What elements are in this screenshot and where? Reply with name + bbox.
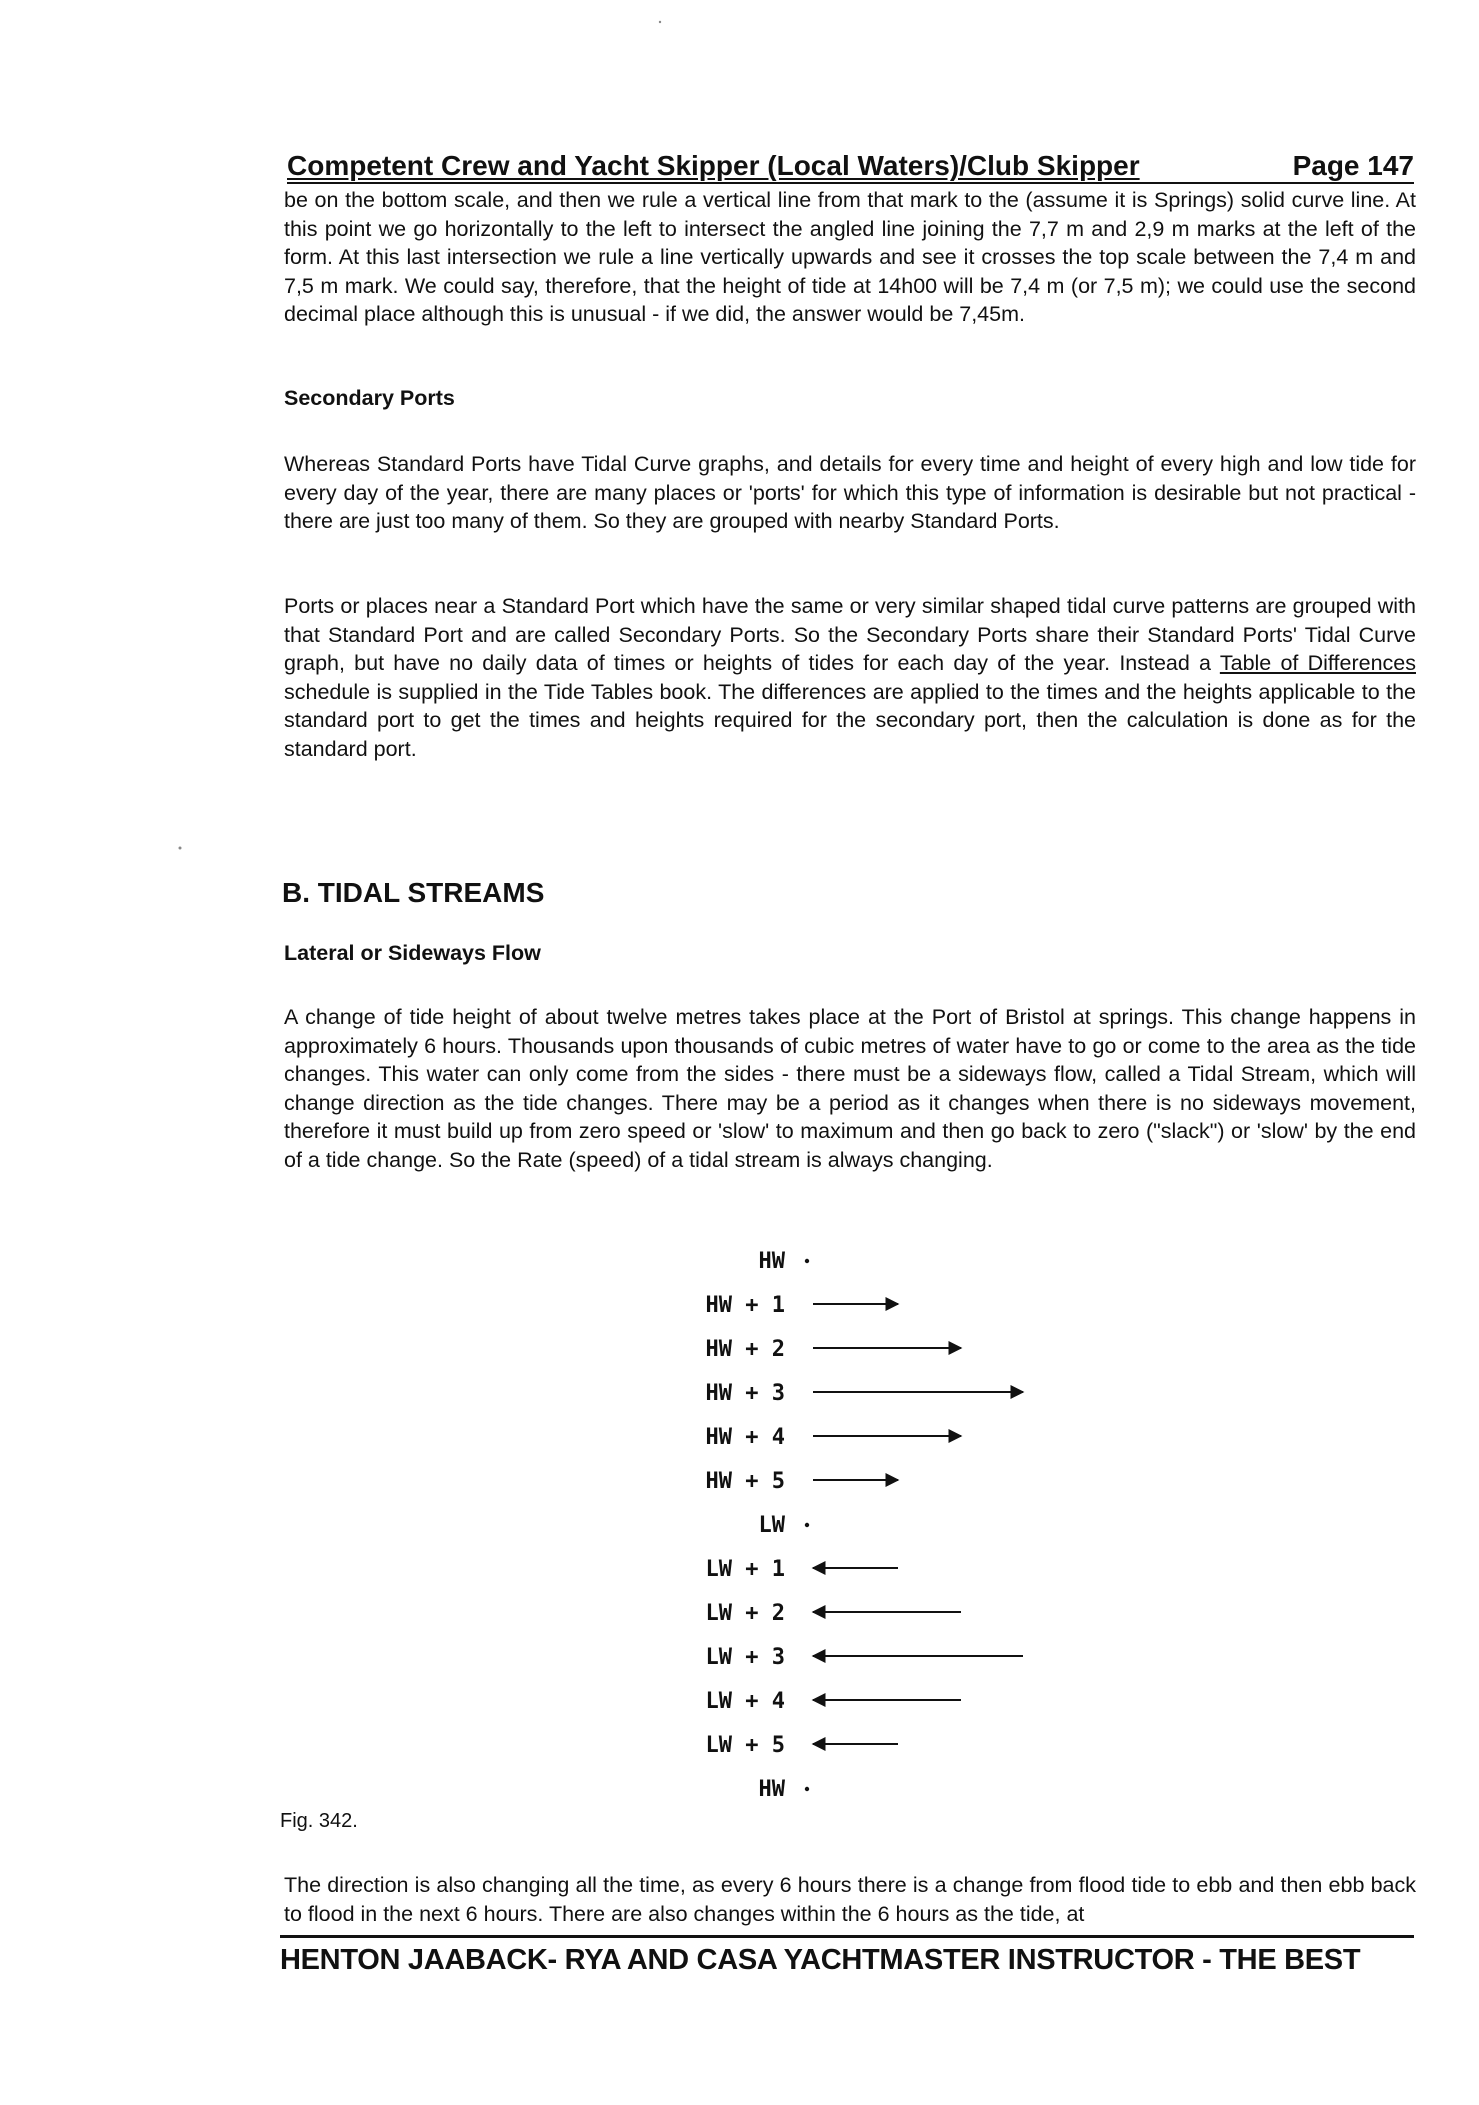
diagram-row-label: LW + 5 [705, 1733, 785, 1758]
diagram-row-label: LW + 3 [705, 1645, 785, 1670]
secondary-ports-paragraph-1: Whereas Standard Ports have Tidal Curve graphs, and details for every time and height of every high and low tide for every day of the year, there are many places or 'ports' for which this type of information is desirable but not practical - there are just too many of them. So they are grouped with nearby Standard Ports. [284, 452, 1416, 534]
page-number: Page 147 [1292, 150, 1414, 181]
diagram-row-label: HW + 2 [705, 1337, 785, 1362]
diagram-row-label: HW [758, 1249, 785, 1274]
paragraph-text: Ports or places near a Standard Port which have the same or very similar shaped tidal curve patterns are grouped with that Standard Port and are called Secondary Ports. So the Secondary Ports share their Standard Ports' Tidal Curve graph, but have no daily data of times or heights of tides for each day of the year. Instead a [284, 594, 1416, 676]
scan-speck [179, 847, 182, 850]
page-footer: HENTON JAABACK- RYA AND CASA YACHTMASTER INSTRUCTOR - THE BEST [280, 1935, 1414, 1977]
tidal-streams-heading: B. TIDAL STREAMS [282, 877, 545, 908]
diagram-row-label: HW + 5 [705, 1469, 785, 1494]
closing-paragraph: The direction is also changing all the time, as every 6 hours there is a change from flood tide to ebb and then ebb back to flood in the next 6 hours. There are also changes within the 6 hours as the tide, at [284, 1873, 1416, 1926]
diagram-row-label: HW + 4 [705, 1425, 785, 1450]
lateral-flow-heading: Lateral or Sideways Flow [284, 941, 541, 965]
diagram-row-label: LW + 2 [705, 1601, 785, 1626]
diagram-row-label: LW [758, 1513, 785, 1538]
diagram-row-label: LW + 4 [705, 1689, 785, 1714]
tidal-streams-paragraph: A change of tide height of about twelve metres takes place at the Port of Bristol at springs. This change happens in approximately 6 hours. Thousands upon thousands of cubic metres of water have to go or come to the area as the tide changes. This water can only come from the sides - there must be a sideways flow, called a Tidal Stream, which will change direction as the tide changes. There may be a period as it changes when there is no sideways movement, therefore it must build up from zero speed or 'slow' to maximum and then go back to zero ("slack") or 'slow' by the end of a tide change. So the Rate (speed) of a tidal stream is always changing. [284, 1005, 1416, 1172]
diagram-row-label: HW + 1 [705, 1293, 785, 1318]
figure-label: Fig. 342. [280, 1810, 358, 1832]
slack-dot [805, 1787, 809, 1791]
secondary-ports-heading: Secondary Ports [284, 386, 455, 410]
paragraph-text: schedule is supplied in the Tide Tables book. The differences are applied to the times and the heights applicable to the standard port to get the times and heights required for the secondary port, then the calculation is done as for the standard port. [284, 679, 1416, 761]
slack-dot [805, 1259, 809, 1263]
diagram-row-label: HW + 3 [705, 1381, 785, 1406]
intro-paragraph: be on the bottom scale, and then we rule a vertical line from that mark to the (assume it is Springs) solid curve line. At this point we go horizontally to the left to intersect the angled line joining the 7,7 m and 2,9 m marks at the left of the form. At this last intersection we rule a line vertically upwards and see it crosses the top scale between the 7,4 m and 7,5 m mark. We could say, therefore, that the height of tide at 14h00 will be 7,4 m (or 7,5 m); we could use the second decimal place although this is unusual - if we did, the answer would be 7,45m. [284, 188, 1416, 327]
scan-speck [659, 21, 661, 23]
table-of-differences-link: Table of Differences [1219, 651, 1416, 676]
diagram-row-label: LW + 1 [705, 1557, 785, 1582]
header-title: Competent Crew and Yacht Skipper (Local Waters)/Club Skipper [287, 150, 1140, 181]
diagram-row-label: HW [758, 1777, 785, 1802]
slack-dot [805, 1523, 809, 1527]
